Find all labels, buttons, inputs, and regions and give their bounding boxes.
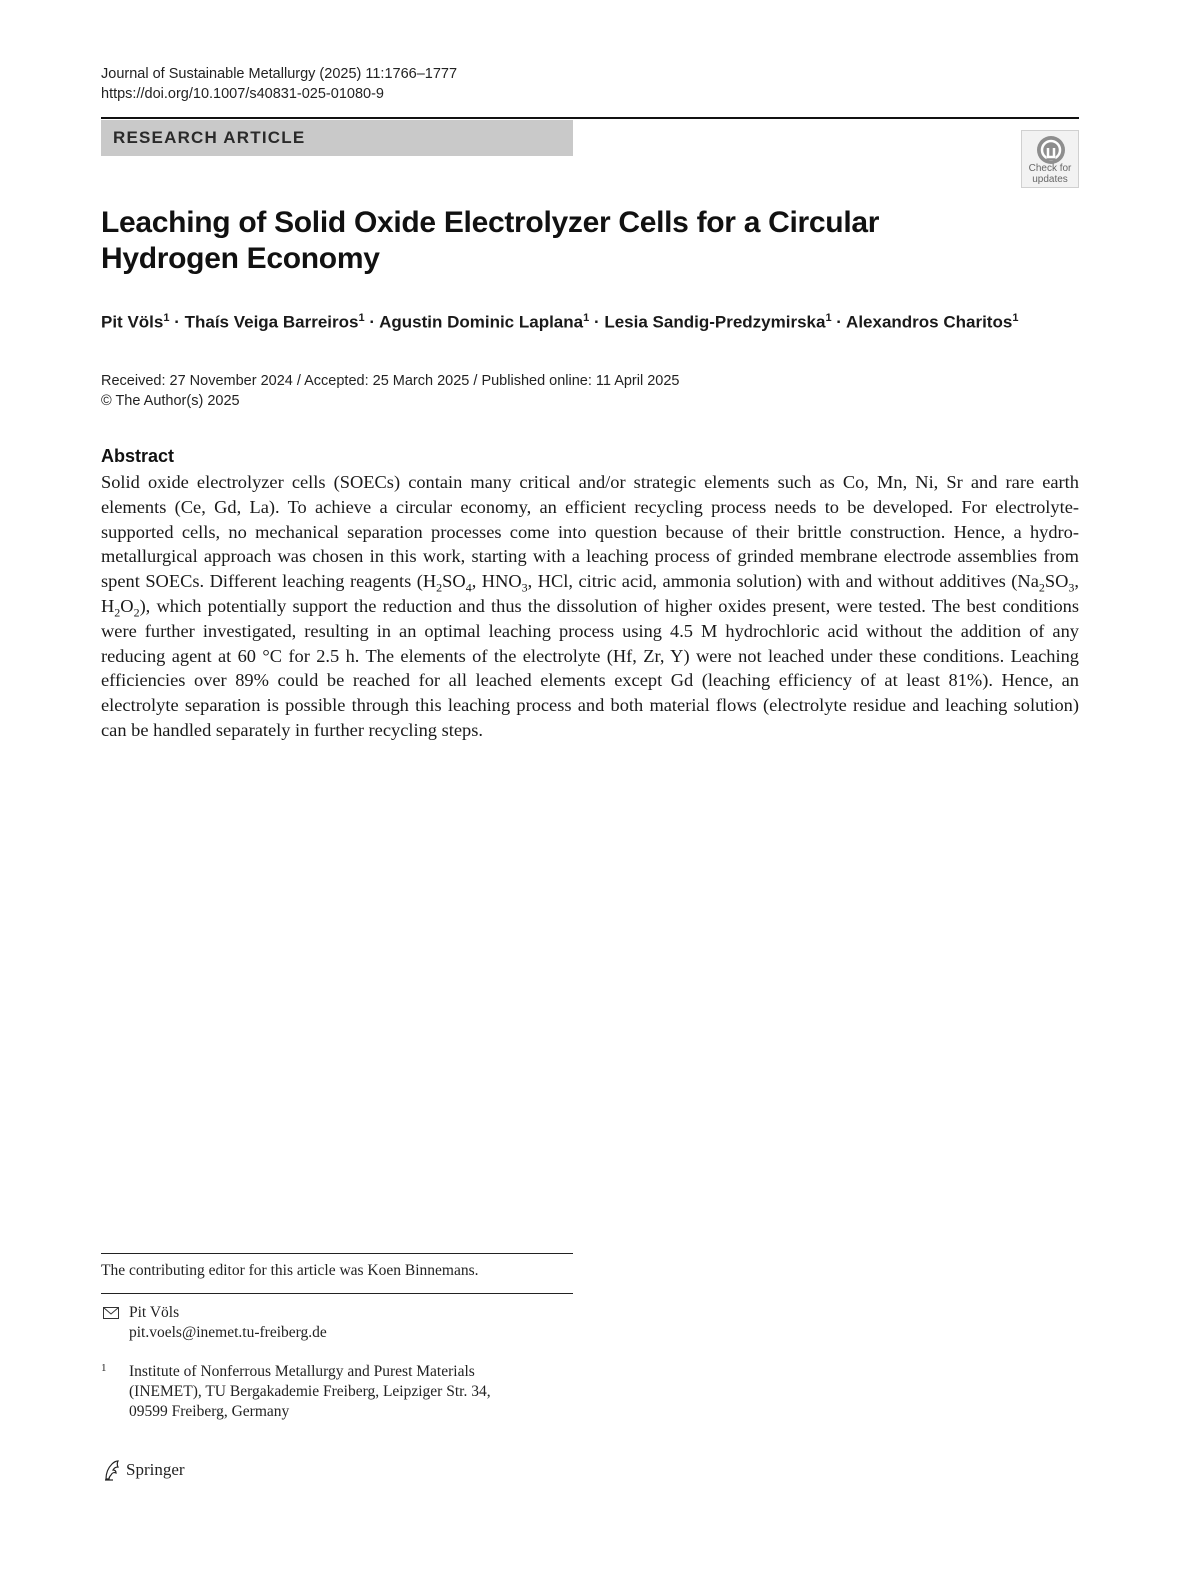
affiliation-number: 1 bbox=[101, 1362, 107, 1374]
publisher-logo-text: Springer bbox=[126, 1460, 185, 1479]
journal-header bbox=[101, 64, 457, 104]
author-affiliation-mark: 1 bbox=[825, 312, 832, 324]
history-dates: Received: 27 November 2024 / Accepted: 25 March 2025 / Published online: 11 April 2025 bbox=[101, 373, 680, 389]
check-for-updates-badge[interactable] bbox=[1021, 130, 1079, 188]
footnote-rule-bottom bbox=[101, 1293, 573, 1294]
author-affiliation-mark: 1 bbox=[358, 312, 365, 324]
abstract-body: Solid oxide electrolyzer cells (SOECs) contain many critical and/or strategic elements such as Co, Mn, Ni, Sr and rare earth elements (Ce, Gd, La). To achieve a circular economy, an efficient recycling process needs to be developed. For electrolyte-supported cells, no mechanical separation processes come into question because of their brittle construction. Hence, a hydro-metallurgical approach was chosen in this work, starting with a leaching process of grinded membrane electrode assemblies from spent SOECs. Different leaching reagents ($H_2SO_4$, $HNO_3$, HCl, citric acid, ammonia solution) with and without additives ($Na_2SO_3$, $H_2O_2$), which potentially support the reduction and thus the dissolution of higher oxides present, were tested. The best conditions were further investigated, resulting in an optimal leaching process using 4.5 M hydrochloric acid without the addition of any reducing agent at 60 °C for 2.5 h. The elements of the electrolyte (Hf, Zr, Y) were not leached under these conditions. Leaching efficiencies over 89% could be reached for all leached elements except Gd (leaching efficiency of at least 81%). Hence, an electrolyte separation is possible through this leaching process and both material flows (electrolyte residue and leaching solution) can be handled separately in further recycling steps. bbox=[101, 472, 1079, 740]
author-name[interactable]: Alexandros Charitos bbox=[846, 312, 1013, 332]
author-name[interactable]: Lesia Sandig-Predzymirska bbox=[604, 312, 826, 332]
author-name[interactable]: Thaís Veiga Barreiros bbox=[184, 312, 359, 332]
copyright-line: © The Author(s) 2025 bbox=[101, 393, 240, 409]
envelope-icon bbox=[103, 1307, 119, 1319]
corresponding-author-name: Pit Völs bbox=[129, 1304, 180, 1321]
author-affiliation-mark: 1 bbox=[1012, 312, 1019, 324]
editor-note: The contributing editor for this article was Koen Binnemans. bbox=[101, 1262, 479, 1279]
corresponding-author-email[interactable]: pit.voels@inemet.tu-freiberg.de bbox=[129, 1324, 327, 1341]
springer-horse-icon bbox=[103, 1459, 121, 1481]
check-for-updates-text: Check for updates bbox=[1028, 163, 1072, 185]
doi-link[interactable]: https://doi.org/10.1007/s40831-025-01080-9 bbox=[101, 86, 384, 102]
publication-dates bbox=[101, 371, 680, 411]
journal-citation: Journal of Sustainable Metallurgy (2025) 11:1766–1777 bbox=[101, 66, 458, 82]
author-name[interactable]: Agustin Dominic Laplana bbox=[379, 312, 584, 332]
article-type-label: RESEARCH ARTICLE bbox=[113, 128, 306, 147]
footnote-rule-top bbox=[101, 1253, 573, 1254]
author-name[interactable]: Pit Völs bbox=[101, 312, 164, 332]
header-rule bbox=[101, 117, 1079, 119]
affiliation: Institute of Nonferrous Metallurgy and Purest Materials (INEMET), TU Bergakademie Freiberg, Leipziger Str. 34, 09599 Freiberg, Germany bbox=[129, 1363, 491, 1420]
abstract-heading: Abstract bbox=[101, 446, 175, 466]
author-list: Pit Völs$^1$ · Thaís Veiga Barreiros$^1$ · Agustin Dominic Laplana$^1$ · Lesia Sandig-Predzymirska$^1$ · Alexandros Charitos$^1$ bbox=[101, 312, 1019, 332]
check-for-updates-icon bbox=[1036, 135, 1066, 165]
corresponding-author bbox=[129, 1303, 327, 1343]
author-affiliation-mark: 1 bbox=[163, 312, 170, 324]
article-title: Leaching of Solid Oxide Electrolyzer Cells for a Circular Hydrogen Economy bbox=[101, 206, 880, 275]
author-affiliation-mark: 1 bbox=[583, 312, 590, 324]
